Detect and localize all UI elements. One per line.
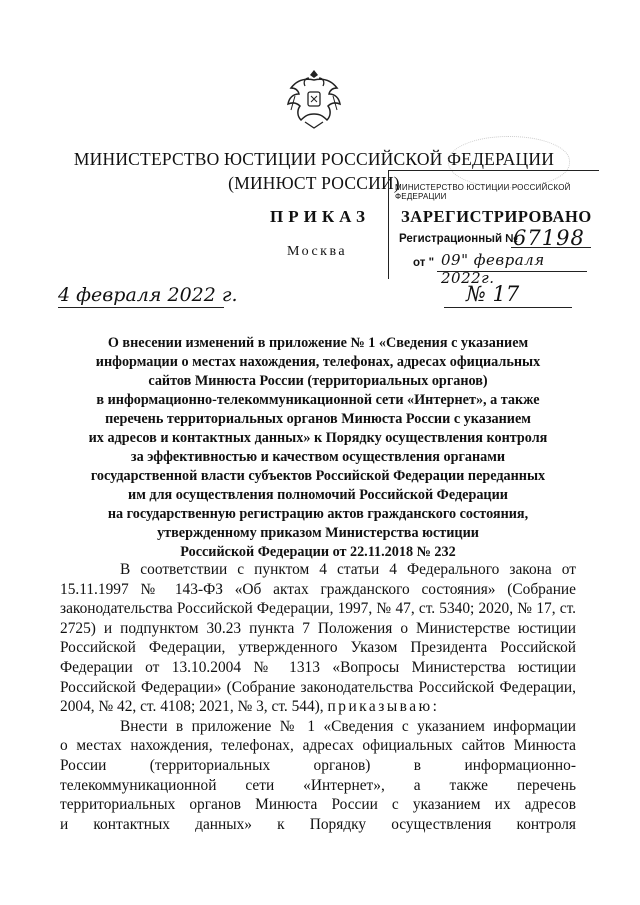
stamp-date: 09" февраля 2022г. [441,251,545,287]
heading-line: утвержденному приказом Министерства юстиции [157,525,479,541]
heading-line: в информационно-телекоммуникационной сети «Интернет», а также [96,392,540,408]
city: Москва [287,244,348,259]
heading-line: государственной власти субъектов Российской Федерации переданных [90,468,546,484]
heading-line: их адресов и контактных данных» к Порядку осуществления контроля [88,430,548,446]
stamp-date-underline [437,271,587,272]
directive-line: о местах нахождения, телефонах, адресах официальных сайтов Минюста [60,737,576,755]
heading-line: сайтов Минюста России (территориальных органов) [148,373,488,389]
order-heading [60,334,576,562]
directive-line: Внести в приложение № 1 «Сведения с указанием информации [120,717,576,735]
order-date-underline [58,307,224,308]
directive-line: территориальных органов Минюста России с указанием их адресов [60,796,576,814]
stamp-from-label: от " [413,257,435,269]
order-date: 4 февраля 2022 г. [58,284,238,306]
stamp-title: ЗАРЕГИСТРИРОВАНО [401,207,592,226]
directive-line: России (территориальных органов) в информационно- [60,756,576,774]
order-body [60,560,576,834]
heading-line: информации о местах нахождения, телефонах, адресах официальных [95,354,541,370]
heading-line: Российской Федерации от 22.11.2018 № 232 [180,544,456,560]
stamp-reg-label: Регистрационный № [399,233,519,245]
heading-line: за эффективностью и качеством осуществления органами [130,449,506,465]
order-title: ПРИКАЗ [270,207,370,226]
heading-line: на государственную регистрацию актов гражданского состояния, [107,506,529,522]
stamp-header: МИНИСТЕРСТВО ЮСТИЦИИ РОССИЙСКОЙ ФЕДЕРАЦИИ [395,183,571,201]
paragraph-preamble [60,560,576,717]
stamp-reg-underline [511,247,591,248]
heading-line: О внесении изменений в приложение № 1 «Сведения с указанием [107,335,529,351]
ministry-name-line2: (МИНЮСТ РОССИИ) [228,173,400,193]
paragraph-directive [60,717,576,835]
coat-of-arms-icon [283,66,345,132]
directive-line: телекоммуникационной сети «Интернет», а также перечень [60,776,576,794]
directive-line: и контактных данных» к Порядку осуществления контроля [60,815,576,833]
registration-stamp [388,170,599,287]
order-number: № 17 [466,282,520,306]
order-number-underline [444,307,572,308]
heading-line: перечень территориальных органов Минюста России с указанием [105,411,531,427]
preamble-text: В соответствии с пунктом 4 статьи 4 Федерального закона от 15.11.1997 № 143-ФЗ «Об актах гражданского состояния» (Собрание законодательства Российской Федерации, 1997, № 47, ст. 5340; 2020, № 17, ст. 2725) и подпунктом 30.23 пункта 7 Положения о Министерстве юстиции Российской Федерации, утвержденного Указом Президента Российской Федерации от 13.10.2004 № 1313 «Вопросы Министерства юстиции Российской Федерации» (Собрание законодательства Российской Федерации, 2004, № 42, ст. 4108; 2021, № 3, ст. 544), [60,561,576,716]
heading-line: им для осуществления полномочий Российской Федерации [128,487,508,503]
stamp-reg-number: 67198 [513,226,585,250]
command-word: приказываю: [327,698,440,716]
ministry-name-line1: МИНИСТЕРСТВО ЮСТИЦИИ РОССИЙСКОЙ ФЕДЕРАЦИИ [73,149,555,169]
